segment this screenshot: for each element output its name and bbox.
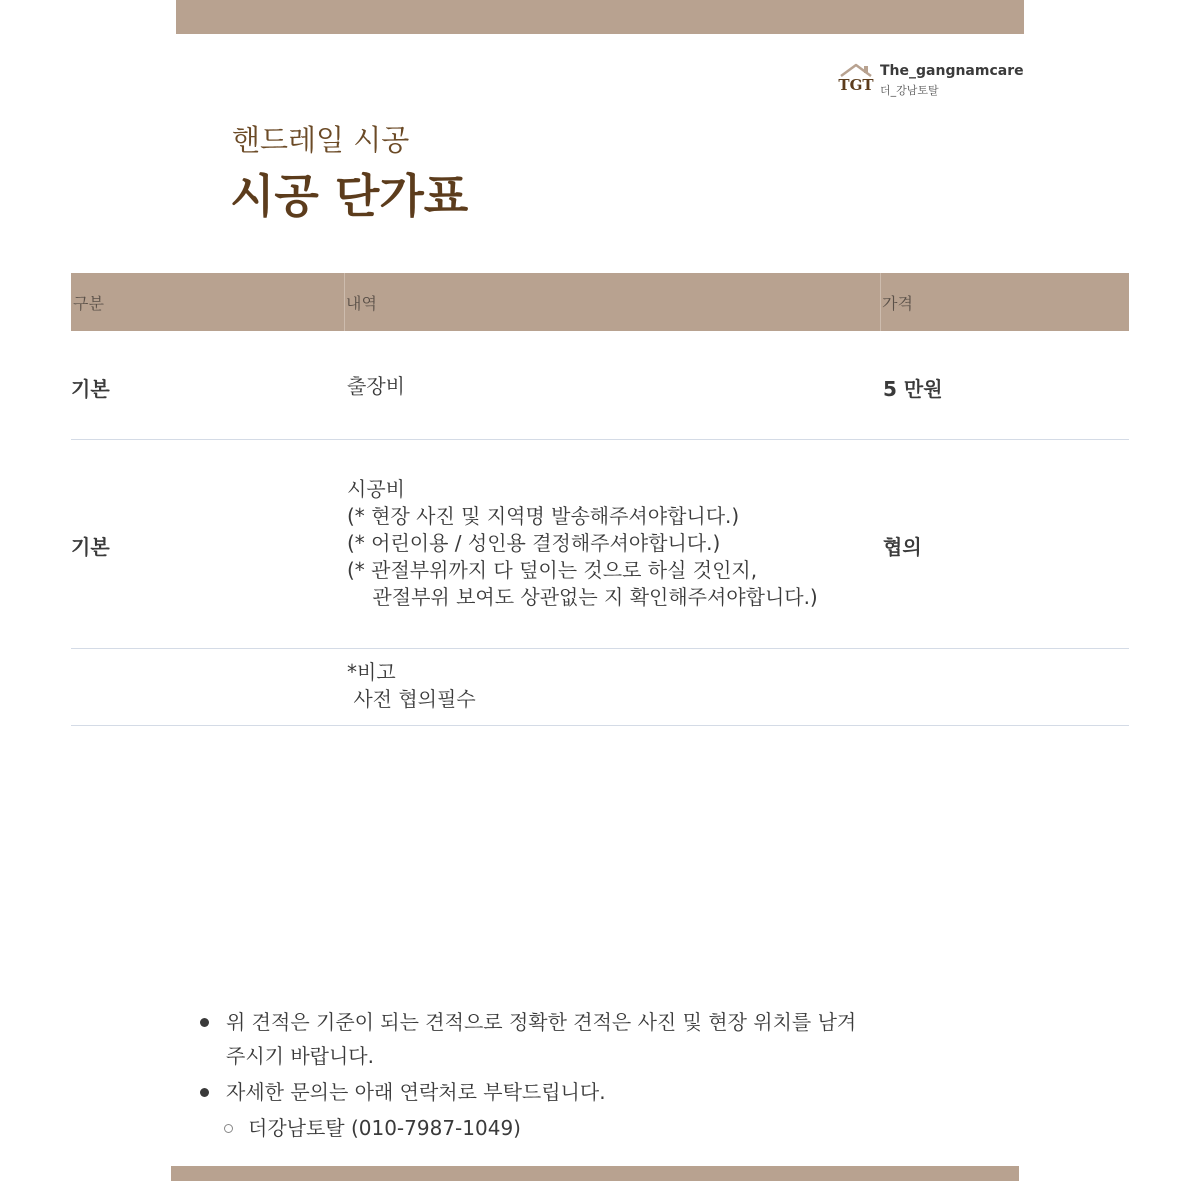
- list-item: [200, 1075, 960, 1109]
- table-row: [71, 331, 1129, 440]
- row-price: 협의: [883, 535, 922, 559]
- contact-item: [200, 1111, 960, 1145]
- column-separator: [344, 273, 345, 331]
- note-text: 자세한 문의는 아래 연락처로 부탁드립니다.: [226, 1080, 606, 1104]
- document-title: 시공 단가표: [230, 169, 469, 223]
- document-subtitle: 핸드레일 시공: [232, 123, 410, 157]
- top-accent-bar: [176, 0, 1024, 34]
- column-separator: [880, 273, 881, 331]
- brand-subname: 더_강남토탈: [880, 84, 939, 97]
- row-description: *비고 사전 협의필수: [347, 660, 476, 711]
- notes-list: [200, 1005, 960, 1145]
- column-header-category: 구분: [73, 294, 104, 313]
- bullet-icon: [200, 1088, 209, 1097]
- contact-text: 더강남토탈 (010-7987-1049): [248, 1116, 521, 1140]
- table-header: [71, 273, 1129, 331]
- circle-bullet-icon: [224, 1124, 233, 1133]
- logo-mark-text: TGT: [838, 76, 874, 94]
- bottom-accent-bar: [171, 1166, 1019, 1181]
- row-description: 시공비 (* 현장 사진 및 지역명 발송해주셔야합니다.) (* 어린이용 / 성인용 결정해주셔야합니다.) (* 관절부위까지 다 덮이는 것으로 하실 것인지, 관절부위 보여도 상관없는 지 확인해주셔야합니다.): [347, 477, 818, 609]
- column-header-description: 내역: [346, 294, 377, 313]
- house-logo-icon: [838, 62, 874, 94]
- table-row: [71, 649, 1129, 726]
- brand-logo: [838, 60, 1038, 100]
- row-category: 기본: [71, 535, 110, 559]
- list-item: [200, 1005, 960, 1073]
- row-description: 출장비: [347, 374, 405, 398]
- table-row: [71, 440, 1129, 649]
- row-category: 기본: [71, 377, 110, 401]
- column-header-price: 가격: [882, 294, 913, 313]
- note-text: 위 견적은 기준이 되는 견적으로 정확한 견적은 사진 및 현장 위치를 남겨 주시기 바랍니다.: [226, 1010, 857, 1068]
- row-price: 5 만원: [883, 377, 943, 401]
- price-table: [71, 273, 1129, 726]
- bullet-icon: [200, 1018, 209, 1027]
- brand-name: The_gangnamcare: [880, 63, 1024, 79]
